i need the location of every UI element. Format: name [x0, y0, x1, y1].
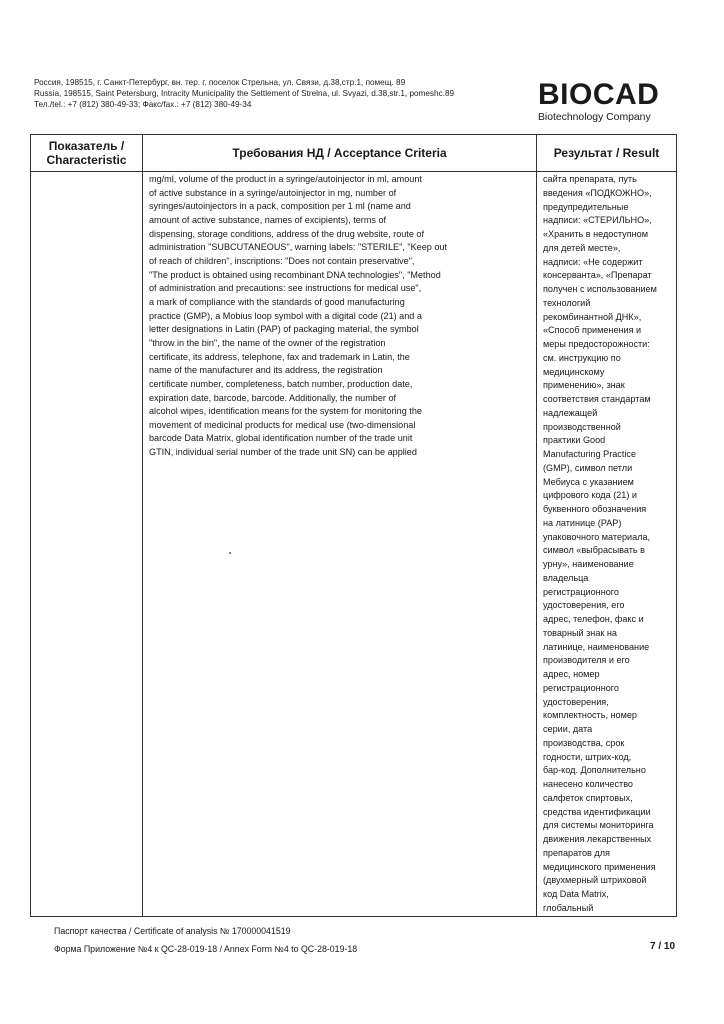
criteria-cell [143, 172, 537, 917]
result-line: упаковочного материала, [543, 531, 651, 542]
result-line: технологий [543, 297, 591, 308]
result-line: препаратов для [543, 847, 610, 858]
result-line: консерванта», «Препарат [543, 270, 652, 281]
criteria-line: syringes/autoinjectors in a pack, composition per 1 ml (name and [149, 201, 411, 212]
result-line: производственной [543, 421, 621, 432]
result-line: регистрационного [543, 586, 619, 597]
result-line: надлежащей [543, 407, 598, 418]
result-line: латинице, наименование [543, 641, 650, 652]
result-line: годности, штрих-код, [543, 751, 632, 762]
result-line: средства идентификации [543, 806, 651, 817]
result-line: глобальный [543, 902, 594, 913]
result-line: буквенного обозначения [543, 504, 647, 514]
result-line: получен с использованием [543, 284, 657, 294]
result-line: надписи: «СТЕРИЛЬНО», [543, 215, 652, 226]
result-line: «Способ применения и [543, 325, 642, 336]
result-line: «Хранить в недоступном [543, 229, 648, 239]
criteria-line: of active substance in a syringe/autoinjector in mg, number of [149, 187, 397, 198]
criteria-line: letter designations in Latin (PAP) of packaging material, the symbol [149, 324, 419, 335]
result-line: серии, дата [543, 724, 593, 734]
criteria-line: amount of active substance, names of excipients), terms of [149, 214, 387, 225]
result-line: цифрового кода (21) и [543, 490, 637, 501]
result-line: удостоверения, его [543, 600, 625, 611]
criteria-line: a mark of compliance with the standards of good manufacturing [149, 296, 405, 307]
address-line-ru: Россия, 198515, г. Санкт-Петербург, вн. тер. г. поселок Стрельна, ул. Связи, д.38,стр.1, помещ. 89 [34, 78, 406, 87]
criteria-line: "throw in the bin", the name of the owner of the registration [149, 337, 386, 348]
address-line-en: Russia, 198515, Saint Petersburg, Intracity Municipality the Settlement of Strelna, ul. Svyazi, d.38,str.1, pomeshc.89 [34, 88, 455, 98]
form-reference: Форма Приложение №4 к QC-28-019-18 / Annex Form №4 to QC-28-019-18 [54, 943, 358, 954]
criteria-line: certificate number, completeness, batch number, production date, [149, 378, 413, 389]
header-characteristic-ru: Показатель / [48, 139, 125, 153]
result-line: производства, срок [543, 737, 625, 748]
result-line: код Data Matrix, [543, 889, 609, 899]
criteria-line: alcohol wipes, identification means for the system for monitoring the [149, 406, 422, 417]
result-line: сайта препарата, путь [543, 174, 637, 184]
result-line: символ «выбрасывать в [543, 545, 645, 556]
result-line: урну», наименование [543, 559, 634, 569]
result-line: введения «ПОДКОЖНО», [543, 187, 652, 198]
result-line: товарный знак на [543, 627, 617, 638]
criteria-text [143, 172, 536, 460]
contact-line: Тел./tel.: +7 (812) 380-49-33; Факс/fax.: +7 (812) 380-49-34 [34, 99, 252, 109]
header-result: Результат / Result [537, 135, 677, 172]
criteria-line: GTIN, individual serial number of the trade unit SN) can be applied [149, 447, 417, 458]
result-line: медицинскому [543, 366, 605, 377]
logo-wordmark: BIOCAD [538, 78, 660, 111]
criteria-line: movement of medicinal products for medical use (two-dimensional [149, 419, 416, 430]
criteria-line: mg/ml, volume of the product in a syringe/autoinjector in ml, amount [149, 174, 422, 184]
criteria-line: "The product is obtained using recombinant DNA technologies", "Method [149, 269, 441, 280]
result-line: адрес, телефон, факс и [543, 614, 644, 624]
header-characteristic-en: Characteristic [46, 153, 127, 167]
result-line: производителя и его [543, 655, 630, 666]
result-line: комплектность, номер [543, 710, 637, 721]
result-line: рекомбинантной ДНК», [543, 311, 642, 322]
result-line: практики Good [543, 435, 606, 446]
certificate-table [30, 134, 677, 917]
result-line: (GMP), символ петли [543, 462, 633, 473]
result-cell [537, 172, 677, 917]
criteria-line: name of the manufacturer and its address, the registration [149, 365, 383, 376]
criteria-line: practice (GMP), a Mobius loop symbol with a digital code (21) and a [149, 310, 422, 321]
result-line: Manufacturing Practice [543, 449, 637, 459]
criteria-line: certificate, its address, telephone, fax and trademark in Latin, the [149, 351, 410, 362]
result-line: применению», знак [543, 380, 625, 391]
criteria-line: of administration and precautions: see instructions for medical use", [149, 283, 422, 294]
result-line: адрес, номер [543, 669, 600, 679]
company-address [34, 78, 454, 110]
result-line: регистрационного [543, 682, 619, 693]
header-acceptance-criteria: Требования НД / Acceptance Criteria [143, 135, 537, 172]
result-line: на латинице (PAP) [543, 517, 622, 528]
result-line: салфеток спиртовых, [543, 792, 633, 803]
scan-speck [229, 552, 231, 554]
result-line: см. инструкцию по [543, 352, 621, 363]
characteristic-cell [31, 172, 143, 917]
header-characteristic [31, 135, 143, 172]
table-row [31, 172, 677, 917]
result-line: владельца [543, 572, 589, 583]
criteria-line: of reach of children", inscriptions: "Does not contain preservative", [149, 255, 415, 266]
result-line: Мебиуса с указанием [543, 476, 634, 487]
biocad-logo [538, 80, 678, 123]
table-header-row [31, 135, 677, 172]
result-line: соответствия стандартам [543, 394, 651, 404]
result-line: надписи: «Не содержит [543, 256, 643, 267]
logo-subtitle: Biotechnology Company [538, 112, 651, 123]
result-line: меры предосторожности: [543, 339, 650, 349]
result-line: движения лекарственных [543, 834, 652, 844]
criteria-line: administration "SUBCUTANEOUS", warning labels: "STERILE", "Keep out [149, 242, 447, 253]
result-line: предупредительные [543, 201, 629, 212]
result-line: медицинского применения [543, 861, 656, 872]
page-number: 7 / 10 [650, 941, 676, 952]
criteria-line: expiration date, barcode, barcode. Additionally, the number of [149, 392, 397, 403]
result-line: для детей месте», [543, 242, 621, 253]
criteria-line: barcode Data Matrix, global identification number of the trade unit [149, 433, 413, 444]
criteria-line: dispensing, storage conditions, address of the drug website, route of [149, 228, 425, 239]
certificate-number: Паспорт качества / Certificate of analysis № 170000041519 [54, 926, 291, 936]
result-line: бар-код. Дополнительно [543, 765, 646, 776]
result-line: для системы мониторинга [543, 820, 654, 831]
result-text [537, 172, 676, 916]
result-line: удостоверения, [543, 696, 609, 707]
document-footer [54, 923, 357, 958]
result-line: (двухмерный штриховой [543, 875, 647, 886]
result-line: нанесено количество [543, 779, 633, 789]
